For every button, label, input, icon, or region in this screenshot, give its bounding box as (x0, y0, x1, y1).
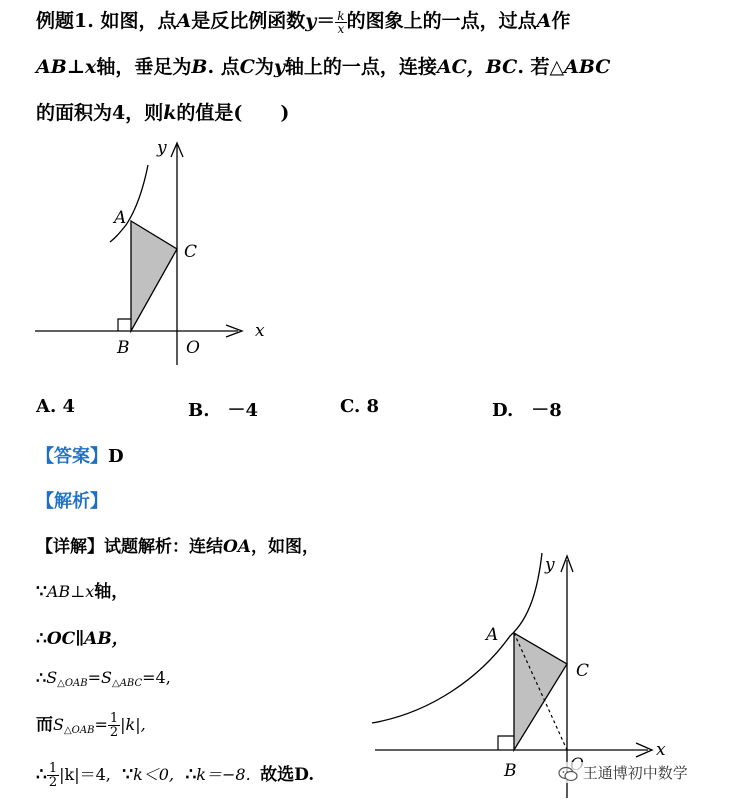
option-a: A. 4 (36, 396, 76, 417)
detail-step-4: 而$S_{\triangle OAB}=$ $\frac{1}{2}$ |k|, (36, 711, 146, 740)
detail-step-3: $\therefore S_{\triangle OAB}=S_{\triangle ABC}=4$, (36, 668, 171, 689)
wechat-icon (558, 766, 578, 782)
fraction-half-2: $\frac{1}{2}$ (48, 761, 58, 790)
fig1-label-b: B (117, 338, 130, 358)
function-fraction: $\frac{k}{x}$ (337, 8, 345, 36)
detail-intro: 【详解】试题解析：连结OA，如图， (36, 537, 319, 557)
fig1-label-o: O (186, 338, 200, 358)
fig2-label-y: y (545, 555, 555, 575)
fig1-label-x: x (255, 321, 265, 341)
analysis-line (36, 487, 108, 513)
option-d: D. －8 (492, 400, 562, 421)
figure-2 (370, 548, 670, 798)
figure-1 (30, 135, 280, 370)
triangle-abc (131, 221, 177, 331)
detail-step-1: ∵AB⊥x轴， (36, 582, 129, 602)
answer-tag: 【答案】 (36, 446, 108, 467)
detail-step-2: ∴OC∥AB， (36, 629, 129, 649)
detail-step-5: ∴ $\frac{1}{2}$ |k|＝4, ∵k＜0, ∴k＝−8. 故选D. (36, 761, 315, 790)
fig1-label-a: A (114, 208, 127, 228)
fig1-label-c: C (184, 242, 198, 262)
question-line-2: AB⊥x轴，垂足为B. 点C为y轴上的一点，连接AC，BC. 若△ABC (36, 56, 611, 78)
answer-value: D (108, 446, 124, 467)
fraction-half: $\frac{1}{2}$ (109, 711, 119, 740)
option-c: C. 8 (340, 396, 380, 417)
fig2-label-x: x (656, 740, 666, 760)
right-angle-mark (118, 319, 131, 331)
question-line-3: 的面积为4，则k的值是( ) (36, 102, 290, 124)
answer-line (36, 442, 124, 468)
fig2-label-c: C (576, 661, 590, 681)
right-angle-mark-2 (498, 736, 514, 750)
watermark-text: 王通博初中数学 (582, 764, 688, 782)
fig2-label-b: B (504, 761, 517, 781)
watermark (556, 762, 690, 783)
fig1-label-y: y (157, 138, 167, 158)
analysis-tag: 【解析】 (36, 491, 108, 512)
question-line-1: 例题1. 如图，点A是反比例函数y＝ $\frac{k}{x}$ 的图象上的一点，过点A作 (36, 8, 571, 36)
option-b: B. －4 (188, 400, 259, 421)
fig2-label-a: A (486, 625, 499, 645)
